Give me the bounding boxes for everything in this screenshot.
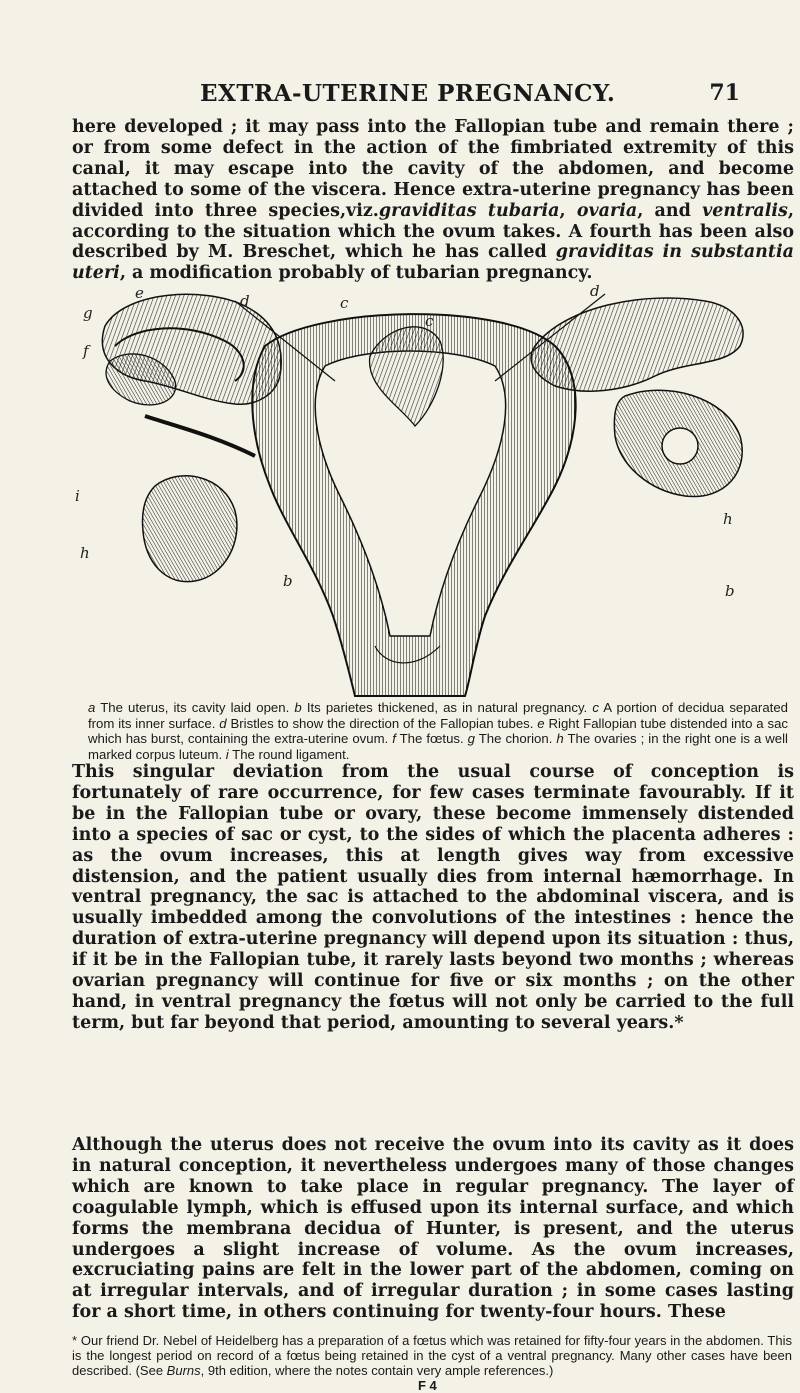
caption-text-f: The fœtus. xyxy=(395,731,468,747)
caption-text-g: The chorion. xyxy=(475,731,557,747)
footnote xyxy=(72,1333,792,1379)
p1-text-b: , xyxy=(559,200,577,221)
caption-key-g: g xyxy=(467,731,476,747)
fig-label-c-inner: c xyxy=(425,312,434,330)
caption-key-c: c xyxy=(592,700,599,715)
caption-text-e: Right Fallopian tube distended into a sac which has burst, containing the extra-uterine ovum. xyxy=(88,715,789,747)
caption-text-b: Its parietes thickened, as in natural pregnancy. xyxy=(301,700,593,715)
caption-text-h: The ovaries ; in the right one is a well marked corpus luteum. xyxy=(88,731,788,762)
caption-text-a: The uterus, its cavity laid open. xyxy=(95,700,295,715)
fig-label-g: g xyxy=(83,304,93,322)
running-title: EXTRA-UTERINE PREGNANCY. xyxy=(200,80,616,107)
page-number: 71 xyxy=(709,80,740,106)
paragraph-3: Although the uterus does not receive the ovum into its cavity as it does in natural conception, it nevertheless undergoes many of those changes which are known to take place in regular pregnancy. The layer of coagulable lymph, which is effused upon its internal surface, and which forms the membrana decidua of Hunter, is present, and the uterus undergoes a slight increase of volume. As the ovum increases, excruciating pains are felt in the lower part of the abdomen, coming on at irregular intervals, and of irregular duration ; in some cases lasting for a short time, in others continuing for twenty-four hours. These xyxy=(72,1135,794,1323)
p1-italic-1: graviditas tubaria xyxy=(378,200,560,221)
p1-italic-2: ovaria xyxy=(576,200,638,221)
fig-label-b-left: b xyxy=(283,572,293,590)
caption-text-i: The round ligament. xyxy=(228,746,350,762)
signature-mark: F 4 xyxy=(418,1378,437,1393)
uterus-illustration xyxy=(75,282,755,696)
corpus-luteum-shape xyxy=(662,428,698,464)
fig-label-h-left: h xyxy=(80,544,90,562)
footnote-burns: Burns xyxy=(166,1363,201,1379)
fig-label-f: f xyxy=(83,342,89,360)
fig-label-b-right: b xyxy=(725,582,735,600)
p1-text-a: here developed ; it may pass into the Fallopian tube and remain there ; or from some defect in the action of the fimbriated extremity of this canal, it may escape into the cavity of the abdomen, and become attached to some of the viscera. Hence extra-uterine pregnancy has been divided into three species,viz. xyxy=(72,117,794,221)
footnote-text-b: , 9th edition, where the notes contain very ample references.) xyxy=(200,1363,554,1379)
page-header xyxy=(150,80,740,110)
caption-text-d: Bristles to show the direction of the Fallopian tubes. xyxy=(226,715,538,731)
p1-italic-3: ventralis xyxy=(702,200,788,221)
footnote-text-a: * Our friend Dr. Nebel of Heidelberg has a preparation of a fœtus which was retained for fifty-four years in the abdomen. This is the longest period on record of a fœtus being retained in the cyst of a ventral pregnancy. Many other cases have been described. (See xyxy=(72,1333,792,1379)
round-ligament-shape xyxy=(145,416,255,456)
caption-key-d: d xyxy=(219,715,227,731)
fig-label-d-right: d xyxy=(590,282,600,300)
uterus-engraving-figure xyxy=(75,282,755,696)
p1-italic-4: graviditas in substantia uteri xyxy=(72,242,794,284)
fig-label-d-left: d xyxy=(240,292,250,310)
caption-key-f: f xyxy=(392,731,396,747)
caption-key-i: i xyxy=(225,746,229,762)
p1-text-e: , a modification probably of tubarian pregnancy. xyxy=(119,263,593,284)
fig-label-i: i xyxy=(75,487,80,505)
fig-label-e: e xyxy=(135,284,144,302)
caption-text-c: A portion of decidua separated from its inner surface. xyxy=(88,700,788,731)
fig-label-c-top: c xyxy=(340,294,349,312)
p1-text-c: , and xyxy=(637,200,703,221)
left-ovary-shape xyxy=(143,476,237,582)
fig-label-h-right: h xyxy=(723,510,733,528)
caption-key-e: e xyxy=(537,715,545,731)
p1-text-d: , according to the situation which the ovum takes. A fourth has been also described by M. Breschet, which he has called xyxy=(72,200,795,263)
paragraph-2: This singular deviation from the usual course of conception is fortunately of rare occurrence, for few cases terminate favourably. If it be in the Fallopian tube or ovary, these become immensely distended into a species of sac or cyst, to the sides of which the placenta adheres : as the ovum increases, this at length gives way from excessive distension, and the patient usually dies from internal hæmorrhage. In ventral pregnancy, the sac is attached to the abdominal viscera, and is usually imbedded among the convolutions of the intestines : hence the duration of extra-uterine pregnancy will depend upon its situation : thus, if it be in the Fallopian tube, it rarely lasts beyond two months ; whereas ovarian pregnancy will continue for five or six months ; on the other hand, in ventral pregnancy the fœtus will not only be carried to the full term, but far beyond that period, amounting to several years.* xyxy=(72,762,794,1033)
caption-key-h: h xyxy=(556,731,564,747)
caption-key-b: b xyxy=(294,700,302,715)
caption-key-a: a xyxy=(88,700,96,715)
figure-caption xyxy=(88,700,788,762)
paragraph-1 xyxy=(72,117,794,287)
